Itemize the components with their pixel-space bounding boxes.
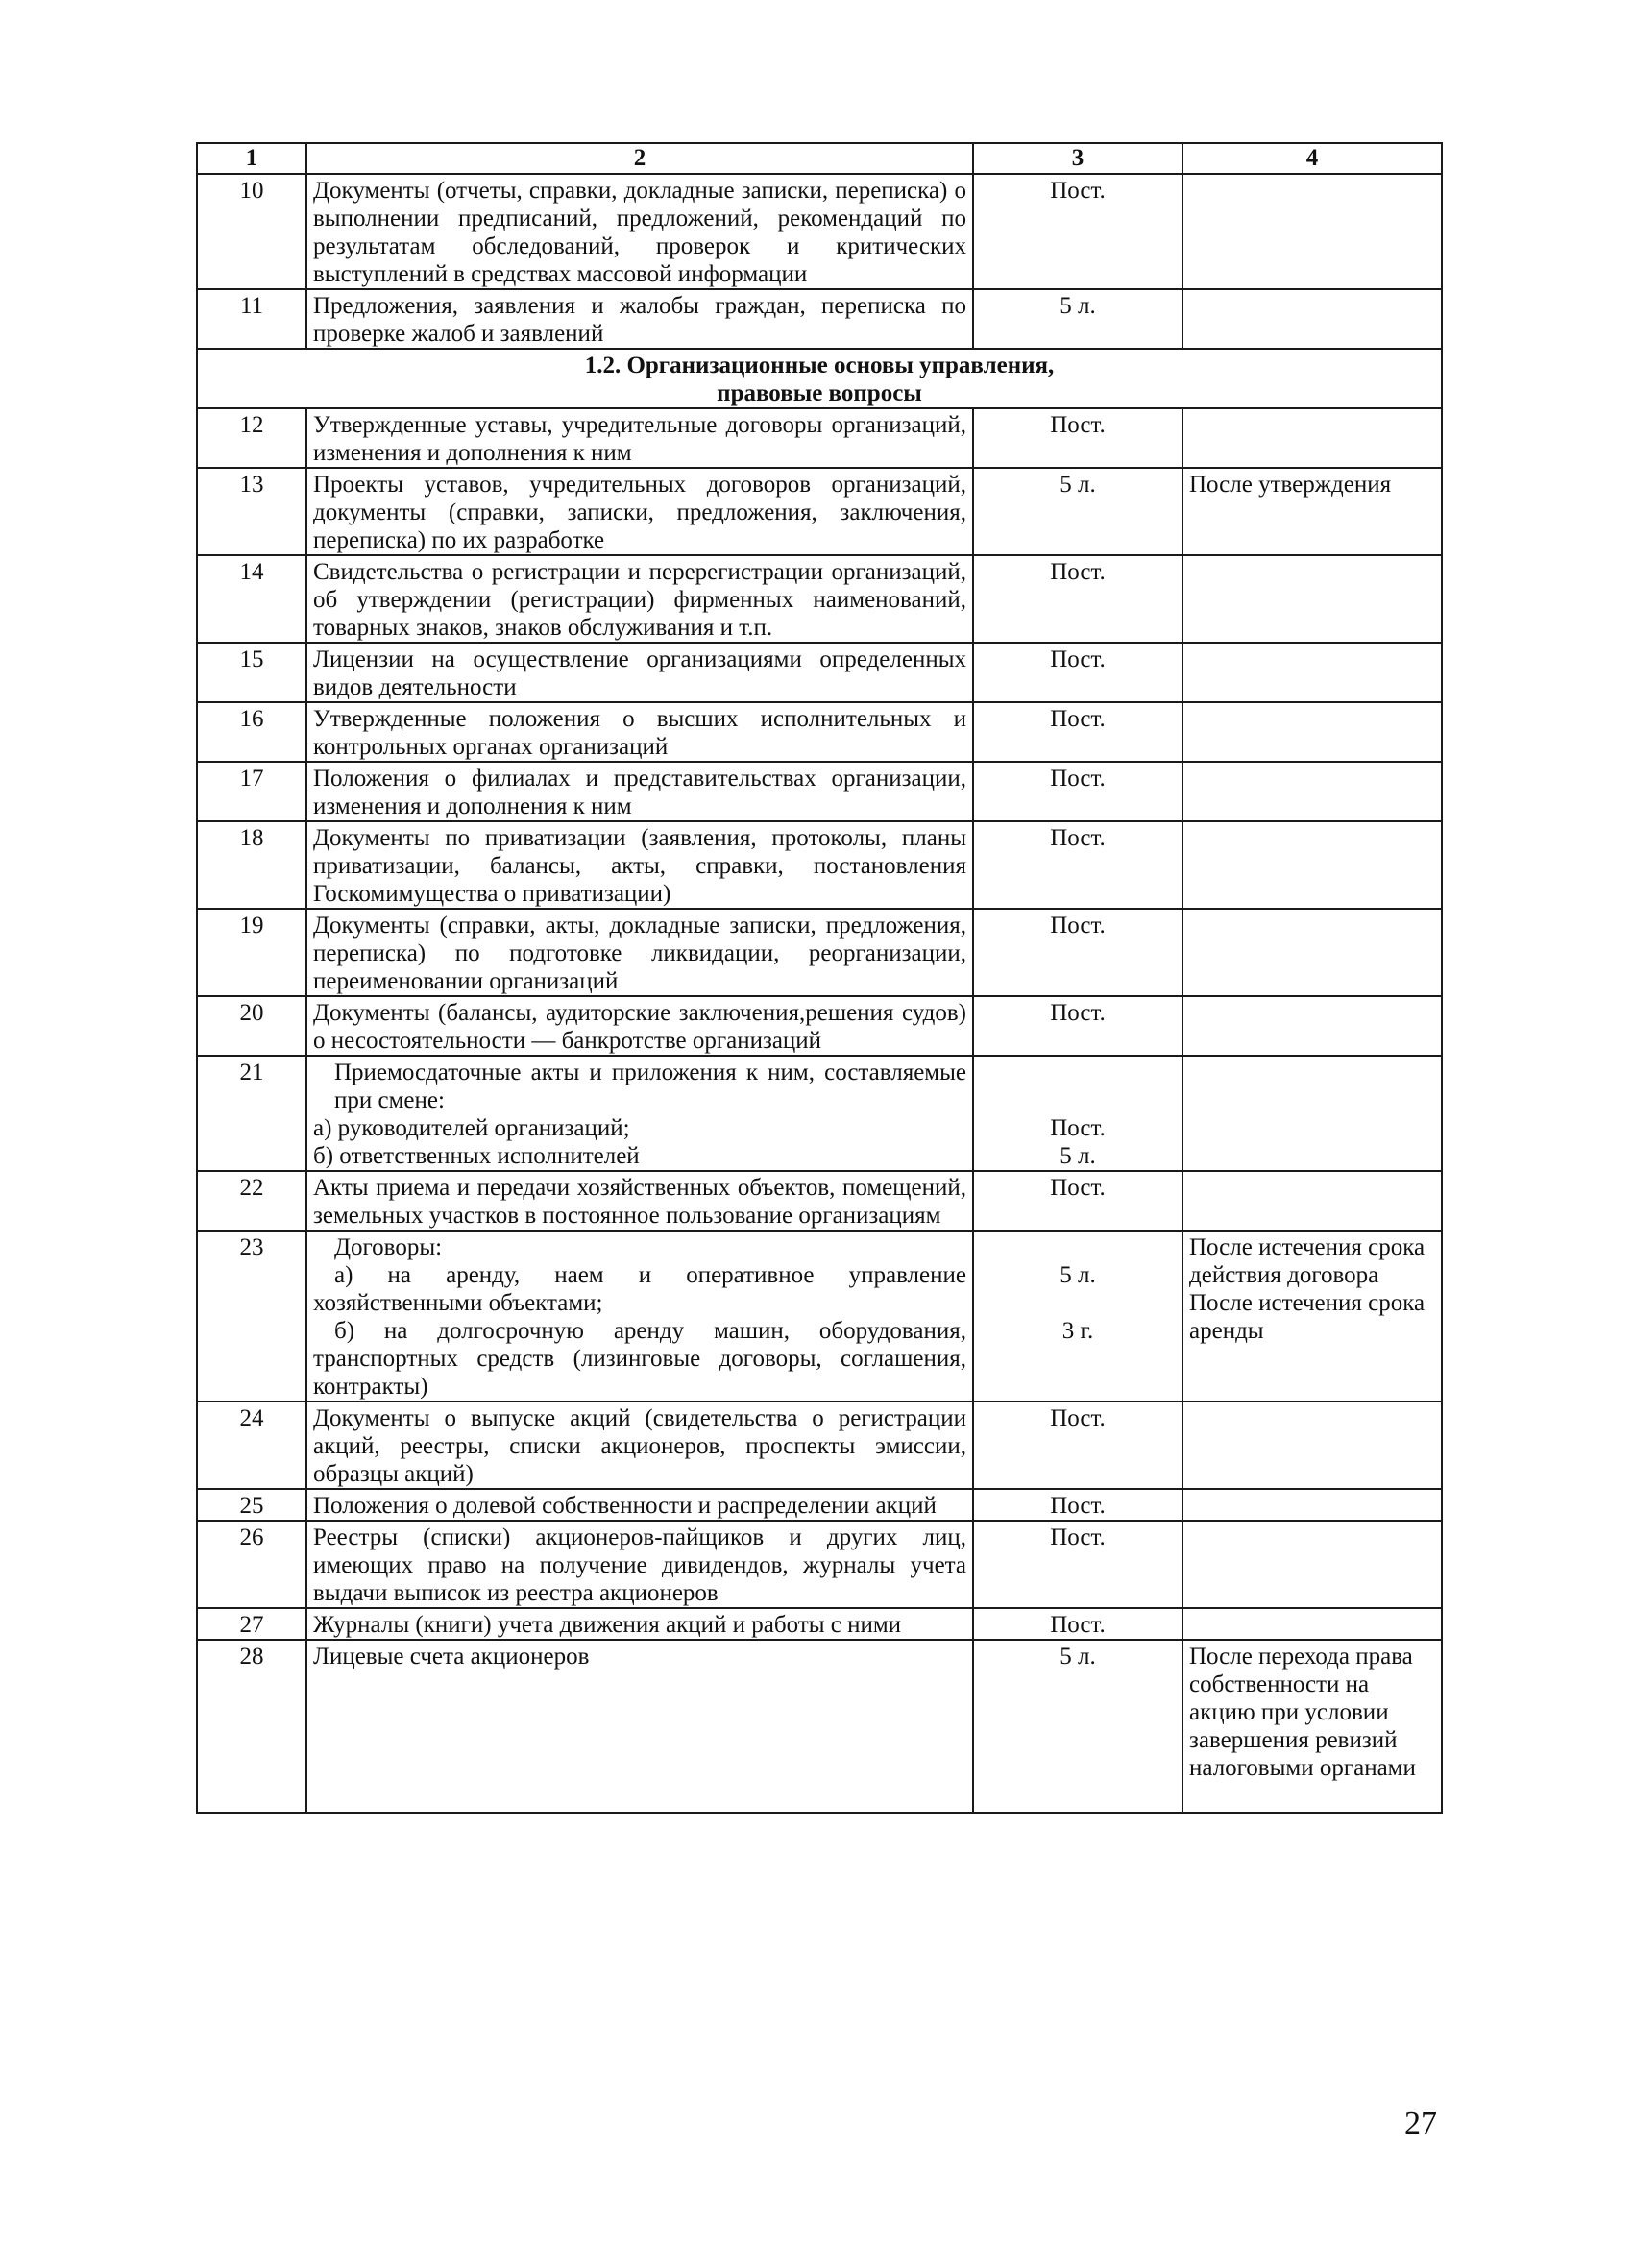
table-row <box>197 1640 1442 1813</box>
document-description: Реестры (списки) акционеров-пайщиков и других лиц, имеющих право на получение дивидендов, журналы учета выдачи выписок из реестра акционеров <box>306 1521 973 1608</box>
table-row <box>197 408 1442 468</box>
table-row <box>197 1056 1442 1171</box>
retention-term-b: 3 г. <box>1061 1318 1094 1344</box>
row-number: 22 <box>197 1171 306 1231</box>
section-heading <box>197 349 1442 408</box>
retention-note <box>1182 1489 1442 1521</box>
retention-term-a: 5 л. <box>1060 1262 1096 1288</box>
retention-term: Пост. <box>973 1521 1182 1608</box>
retention-note <box>1182 555 1442 643</box>
retention-note <box>1182 996 1442 1056</box>
row-number: 27 <box>197 1608 306 1640</box>
description-item-b: б) ответственных исполнителей <box>313 1143 640 1169</box>
retention-term: Пост. <box>973 996 1182 1056</box>
description-lead: Приемосдаточные акты и приложения к ним, составляемые при смене: <box>334 1060 966 1113</box>
retention-term <box>973 1231 1182 1402</box>
document-description: Утвержденные уставы, учредительные договоры организаций, изменения и дополнения к ним <box>306 408 973 468</box>
row-number: 12 <box>197 408 306 468</box>
document-description <box>306 1231 973 1402</box>
retention-note <box>1182 408 1442 468</box>
table-row <box>197 643 1442 702</box>
table-row <box>197 1521 1442 1608</box>
retention-note <box>1182 1171 1442 1231</box>
retention-term: Пост. <box>973 555 1182 643</box>
retention-term: 5 л. <box>973 1640 1182 1813</box>
row-number: 18 <box>197 821 306 909</box>
row-number: 10 <box>197 174 306 289</box>
retention-note <box>1182 174 1442 289</box>
retention-term: Пост. <box>973 1608 1182 1640</box>
description-item-b: б) на долгосрочную аренду машин, оборудования, транспортных средств (лизинговые договоры, соглашения, контракты) <box>313 1318 966 1400</box>
retention-note <box>1182 1608 1442 1640</box>
retention-note <box>1182 1402 1442 1489</box>
retention-note <box>1182 762 1442 821</box>
column-header: 3 <box>973 143 1182 174</box>
document-description: Документы (отчеты, справки, докладные записки, переписка) о выполнении предписаний, предложений, рекомендаций по результатам обследований, проверок и критических выступлений в средствах массовой информации <box>306 174 973 289</box>
row-number: 20 <box>197 996 306 1056</box>
description-item-a: а) на аренду, наем и оперативное управление хозяйственными объектами; <box>313 1262 966 1316</box>
retention-term: 5 л. <box>973 289 1182 349</box>
retention-term: Пост. <box>973 1171 1182 1231</box>
table-row <box>197 1171 1442 1231</box>
retention-term: Пост. <box>973 174 1182 289</box>
document-description: Лицензии на осуществление организациями определенных видов деятельности <box>306 643 973 702</box>
retention-term-a: Пост. <box>1050 1115 1106 1141</box>
row-number: 15 <box>197 643 306 702</box>
table-row <box>197 996 1442 1056</box>
document-description: Акты приема и передачи хозяйственных объектов, помещений, земельных участков в постоянное пользование организациям <box>306 1171 973 1231</box>
retention-term: Пост. <box>973 821 1182 909</box>
row-number: 13 <box>197 468 306 555</box>
row-number: 24 <box>197 1402 306 1489</box>
document-description: Проекты уставов, учредительных договоров организаций, документы (справки, записки, предложения, заключения, переписка) по их разработке <box>306 468 973 555</box>
retention-term: Пост. <box>973 702 1182 762</box>
retention-note <box>1182 821 1442 909</box>
description-item-a: а) руководителей организаций; <box>313 1115 630 1141</box>
row-number: 21 <box>197 1056 306 1171</box>
row-number: 26 <box>197 1521 306 1608</box>
description-lead: Договоры: <box>334 1234 443 1260</box>
table-row <box>197 909 1442 996</box>
section-heading-row <box>197 349 1442 408</box>
table-header-row <box>197 143 1442 174</box>
table-row <box>197 1608 1442 1640</box>
section-title-line-2: правовые вопросы <box>717 380 922 406</box>
row-number: 28 <box>197 1640 306 1813</box>
retention-term: Пост. <box>973 909 1182 996</box>
retention-table <box>196 142 1443 1814</box>
retention-note: После истечения срока действия договора После истечения срока аренды <box>1182 1231 1442 1402</box>
retention-note: После перехода права собственности на акцию при условии завершения ревизий налоговыми органами <box>1182 1640 1442 1813</box>
row-number: 23 <box>197 1231 306 1402</box>
table-row <box>197 289 1442 349</box>
table-row <box>197 174 1442 289</box>
retention-note <box>1182 1056 1442 1171</box>
retention-note: После утверждения <box>1182 468 1442 555</box>
retention-term: Пост. <box>973 762 1182 821</box>
retention-term: Пост. <box>973 1402 1182 1489</box>
row-number: 25 <box>197 1489 306 1521</box>
column-header: 1 <box>197 143 306 174</box>
document-description: Журналы (книги) учета движения акций и работы с ними <box>306 1608 973 1640</box>
document-description: Свидетельства о регистрации и перерегистрации организаций, об утверждении (регистрации) фирменных наименований, товарных знаков, знаков обслуживания и т.п. <box>306 555 973 643</box>
table-row <box>197 762 1442 821</box>
document-description: Положения о долевой собственности и распределении акций <box>306 1489 973 1521</box>
retention-term-b: 5 л. <box>1060 1143 1096 1169</box>
retention-term: Пост. <box>973 1489 1182 1521</box>
document-description <box>306 1056 973 1171</box>
table-row <box>197 1489 1442 1521</box>
table-row <box>197 821 1442 909</box>
column-header: 4 <box>1182 143 1442 174</box>
table-row <box>197 468 1442 555</box>
section-title-line-1: 1.2. Организационные основы управления, <box>584 353 1055 378</box>
document-description: Документы по приватизации (заявления, протоколы, планы приватизации, балансы, акты, справки, постановления Госкомимущества о приватизации) <box>306 821 973 909</box>
retention-note <box>1182 643 1442 702</box>
document-description: Положения о филиалах и представительствах организации, изменения и дополнения к ним <box>306 762 973 821</box>
table-row <box>197 702 1442 762</box>
retention-note <box>1182 1521 1442 1608</box>
table-row <box>197 1402 1442 1489</box>
document-description: Документы (справки, акты, докладные записки, предложения, переписка) по подготовке ликвидации, реорганизации, переименовании организаций <box>306 909 973 996</box>
document-description: Документы (балансы, аудиторские заключения,решения судов) о несостоятельности — банкротстве организаций <box>306 996 973 1056</box>
retention-term <box>973 1056 1182 1171</box>
row-number: 17 <box>197 762 306 821</box>
retention-term: Пост. <box>973 408 1182 468</box>
retention-term: Пост. <box>973 643 1182 702</box>
retention-term: 5 л. <box>973 468 1182 555</box>
document-description: Предложения, заявления и жалобы граждан, переписка по проверке жалоб и заявлений <box>306 289 973 349</box>
row-number: 19 <box>197 909 306 996</box>
document-description: Лицевые счета акционеров <box>306 1640 973 1813</box>
table-row <box>197 555 1442 643</box>
retention-note <box>1182 702 1442 762</box>
document-description: Утвержденные положения о высших исполнительных и контрольных органах организаций <box>306 702 973 762</box>
document-description: Документы о выпуске акций (свидетельства о регистрации акций, реестры, списки акционеров, проспекты эмиссии, образцы акций) <box>306 1402 973 1489</box>
table-row <box>197 1231 1442 1402</box>
row-number: 11 <box>197 289 306 349</box>
row-number: 14 <box>197 555 306 643</box>
retention-note <box>1182 289 1442 349</box>
column-header: 2 <box>306 143 973 174</box>
row-number: 16 <box>197 702 306 762</box>
page-number: 27 <box>1404 2106 1437 2141</box>
retention-note <box>1182 909 1442 996</box>
